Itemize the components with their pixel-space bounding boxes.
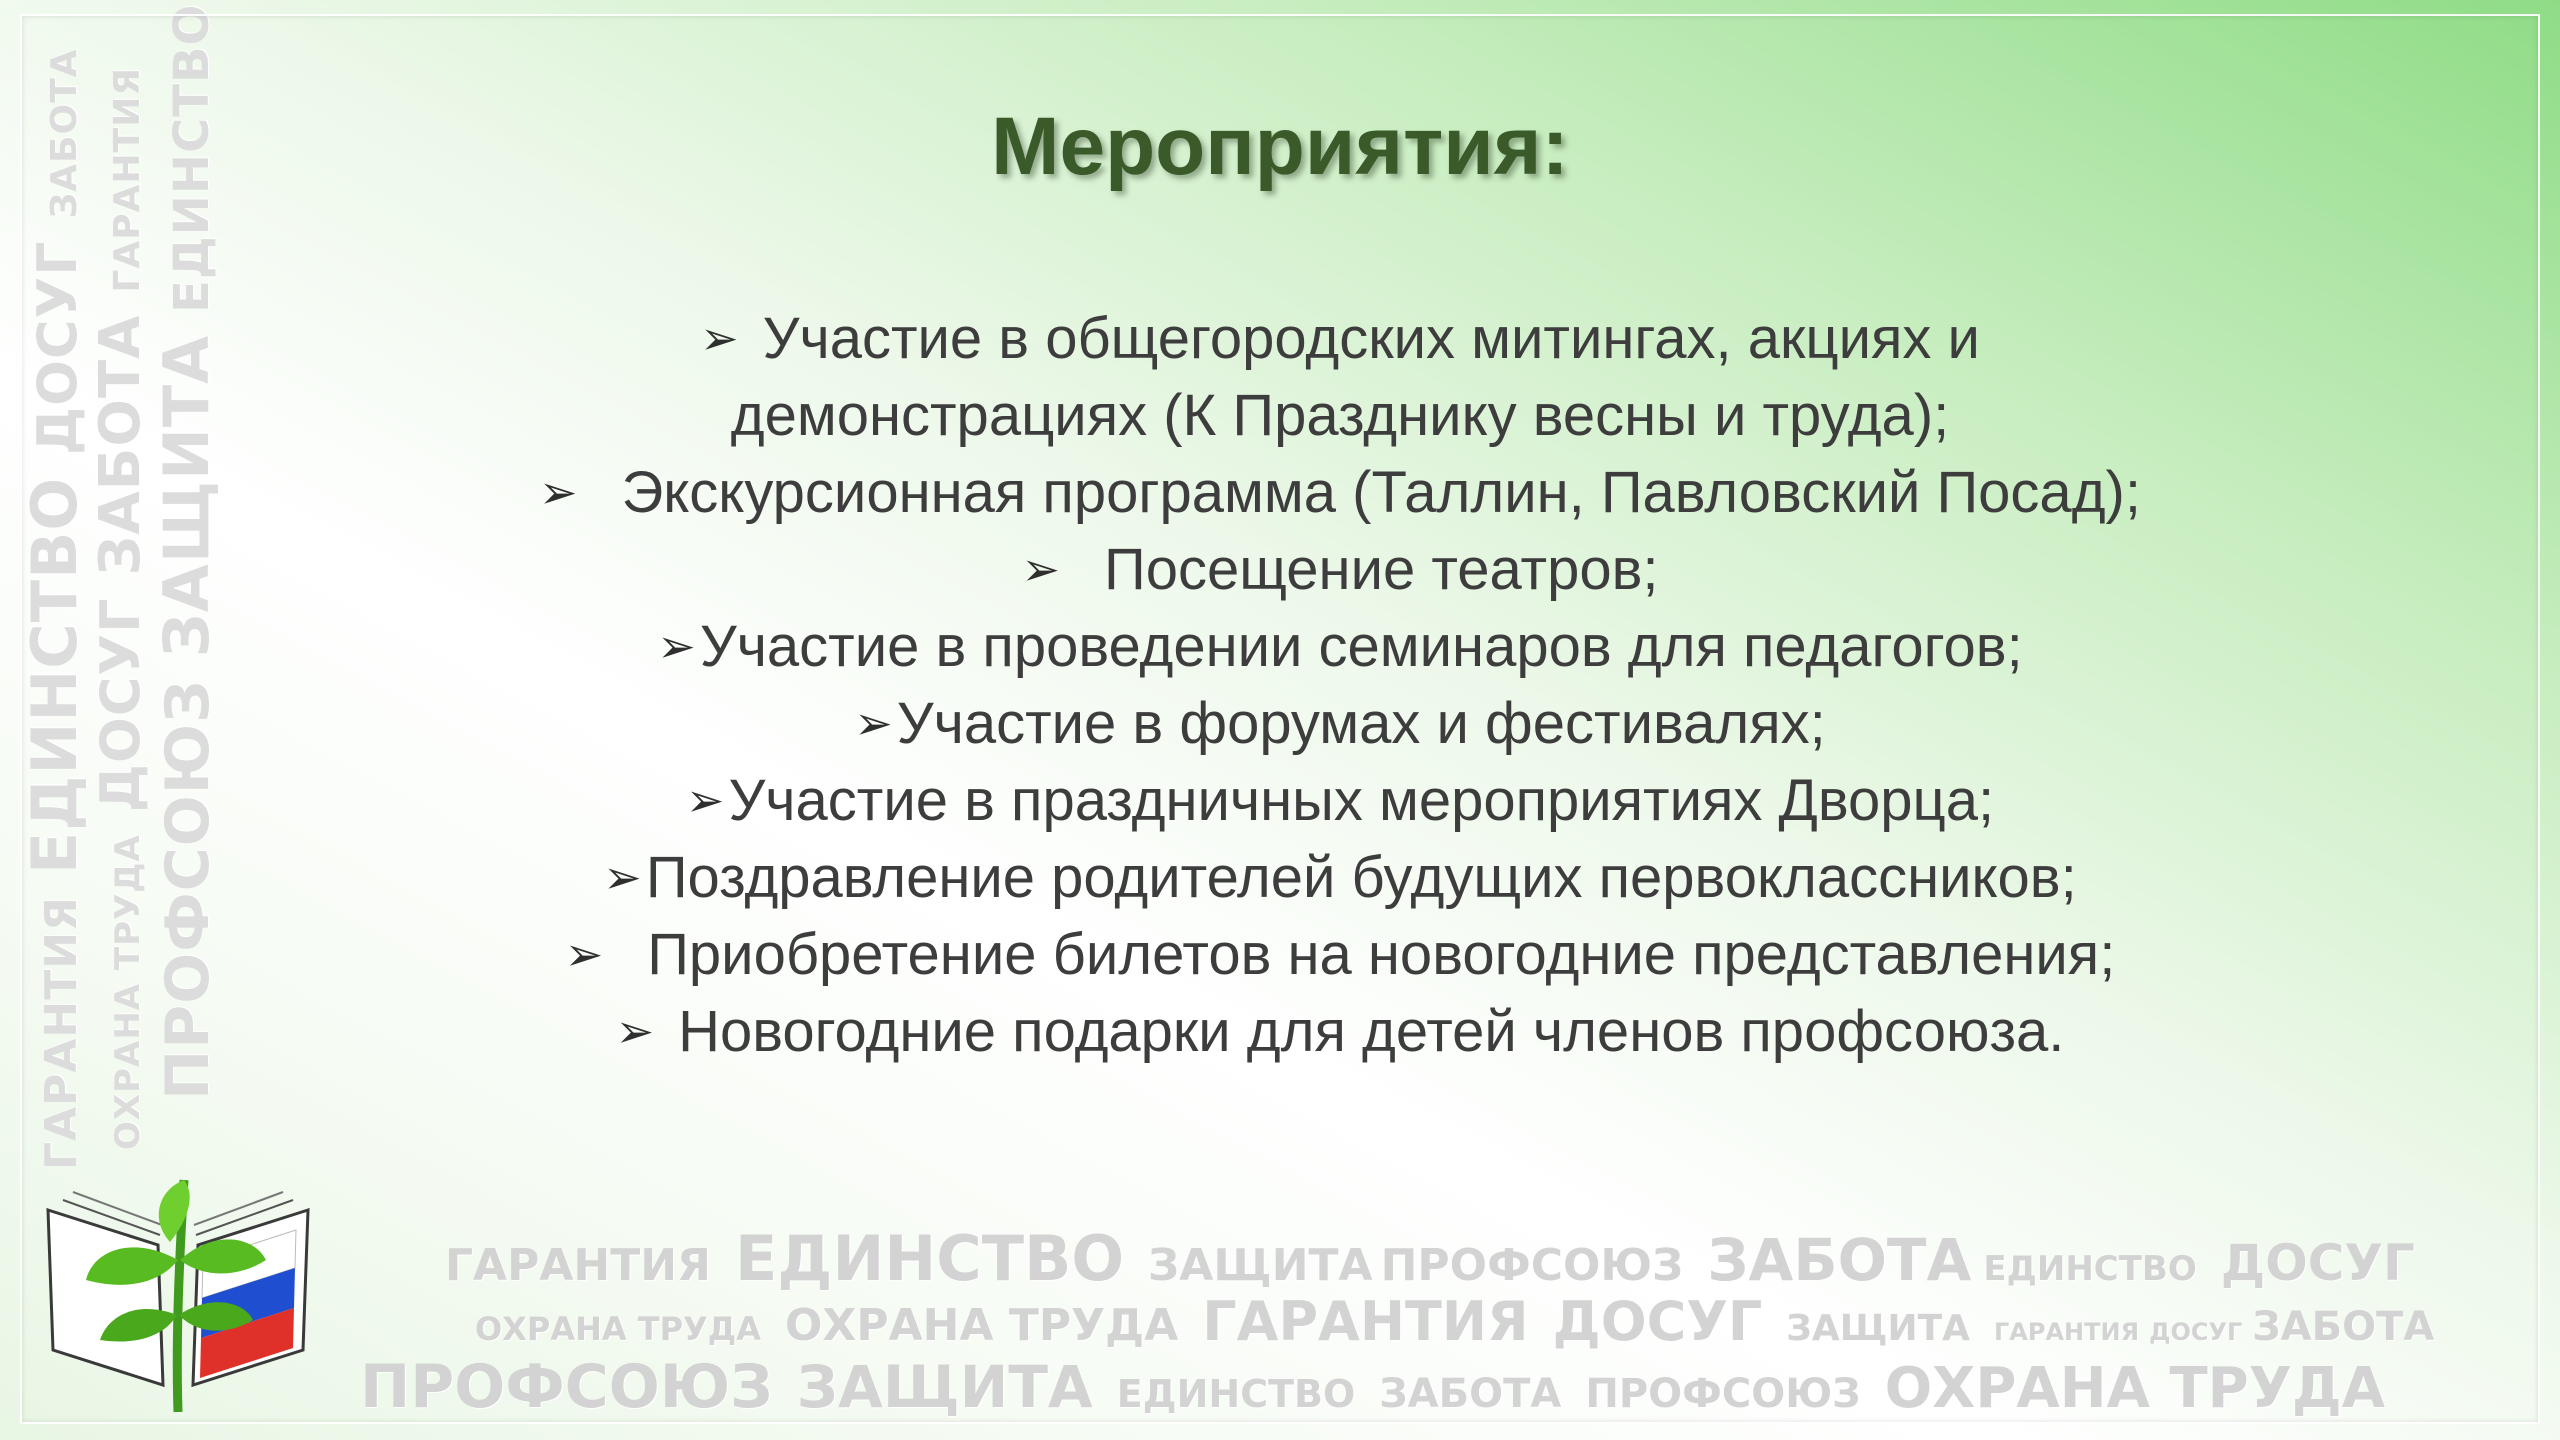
- watermark-word: ПРОФСОЮЗ: [153, 679, 223, 1100]
- watermark-word: ОХРАНА ТРУДА: [475, 1310, 761, 1348]
- list-item-text: Участие в общегородских митингах, акциях и: [762, 306, 1980, 371]
- arrow-bullet-icon: ➢: [603, 850, 642, 904]
- list-item-text: Участие в проведении семинаров для педагогов;: [699, 614, 2023, 679]
- watermark-left-column-1: [18, 26, 91, 1170]
- events-list: [380, 300, 2300, 1070]
- watermark-word: ГАРАНТИЯ: [1202, 1290, 1529, 1353]
- list-item-text: Поздравление родителей будущих первоклассников;: [645, 845, 2077, 910]
- arrow-bullet-icon: ➢: [854, 696, 893, 750]
- list-item-continuation: [380, 377, 2300, 454]
- watermark-bottom-row-1: [445, 1222, 2439, 1295]
- watermark-word: ЕДИНСТВО: [164, 3, 220, 313]
- watermark-word: ДОСУГ: [2149, 1318, 2243, 1346]
- arrow-bullet-icon: ➢: [539, 465, 578, 519]
- list-item-text: Новогодние подарки для детей членов профсоюза.: [678, 999, 2065, 1064]
- watermark-word: ПРОФСОЮЗ: [360, 1352, 773, 1422]
- watermark-word: ОХРАНА ТРУДА: [1884, 1356, 2386, 1421]
- watermark-word: ЗАБОТА: [44, 48, 85, 219]
- watermark-word: ПРОФСОЮЗ: [1380, 1240, 1684, 1291]
- watermark-word: ЕДИНСТВО: [1116, 1372, 1356, 1416]
- arrow-bullet-icon: ➢: [700, 311, 739, 365]
- watermark-word: ДОСУГ: [1552, 1290, 1763, 1353]
- list-item: [380, 454, 2300, 531]
- list-item-text: Участие в праздничных мероприятиях Дворца;: [728, 768, 1995, 833]
- arrow-bullet-icon: ➢: [657, 619, 696, 673]
- watermark-word: ДОСУГ: [2220, 1234, 2415, 1292]
- watermark-word: ГАРАНТИЯ: [107, 66, 148, 293]
- watermark-word: ЗАЩИТА: [1786, 1308, 1971, 1349]
- watermark-word: ДОСУГ: [89, 597, 152, 813]
- list-item-text: Участие в форумах и фестивалях;: [896, 691, 1826, 756]
- watermark-word: ГАРАНТИЯ: [445, 1240, 711, 1291]
- arrow-bullet-icon: ➢: [564, 927, 604, 981]
- watermark-word: ЕДИНСТВО: [734, 1222, 1125, 1295]
- list-item: [380, 916, 2300, 993]
- watermark-word: ПРОФСОЮЗ: [1585, 1371, 1861, 1417]
- list-item-text: демонстрациях (К Празднику весны и труда);: [730, 383, 1950, 448]
- watermark-word: ЕДИНСТВО: [1983, 1249, 2197, 1289]
- watermark-word: ЗАБОТА: [1379, 1371, 1562, 1417]
- list-item: [380, 300, 2300, 377]
- watermark-word: ЗАЩИТА: [1148, 1240, 1373, 1291]
- watermark-word: ЕДИНСТВО: [18, 476, 91, 875]
- list-item: [380, 608, 2300, 685]
- list-item: [380, 685, 2300, 762]
- watermark-word: ГАРАНТИЯ: [1994, 1318, 2140, 1346]
- arrow-bullet-icon: ➢: [615, 1004, 655, 1058]
- watermark-word: ГАРАНТИЯ: [36, 896, 87, 1170]
- watermark-word: ЗАБОТА: [88, 314, 153, 576]
- list-item-text: Экскурсионная программа (Таллин, Павловский Посад);: [621, 460, 2141, 525]
- watermark-word: ЗАБОТА: [1707, 1226, 1972, 1294]
- watermark-word: ЗАБОТА: [2252, 1304, 2435, 1350]
- list-item: [380, 839, 2300, 916]
- watermark-word: ЗАЩИТА: [796, 1353, 1093, 1421]
- list-item: [380, 993, 2300, 1070]
- list-item: [380, 531, 2300, 608]
- watermark-word: ОХРАНА ТРУДА: [785, 1300, 1179, 1351]
- watermark-word: ЗАЩИТА: [150, 334, 223, 658]
- watermark-word: ОХРАНА ТРУДА: [108, 834, 148, 1150]
- watermark-word: ДОСУГ: [26, 240, 89, 455]
- trade-union-emblem-icon: [38, 1150, 328, 1420]
- list-item: [380, 762, 2300, 839]
- arrow-bullet-icon: ➢: [1021, 542, 1061, 596]
- list-item-text: Приобретение билетов на новогодние представления;: [647, 922, 2116, 987]
- arrow-bullet-icon: ➢: [685, 773, 725, 827]
- slide-title: Мероприятия:: [991, 101, 1569, 192]
- watermark-left-column-2: [88, 45, 153, 1150]
- list-item-text: Посещение театров;: [1104, 537, 1659, 602]
- watermark-bottom-row-2: [475, 1290, 2458, 1353]
- watermark-bottom-row-3: [360, 1352, 2409, 1422]
